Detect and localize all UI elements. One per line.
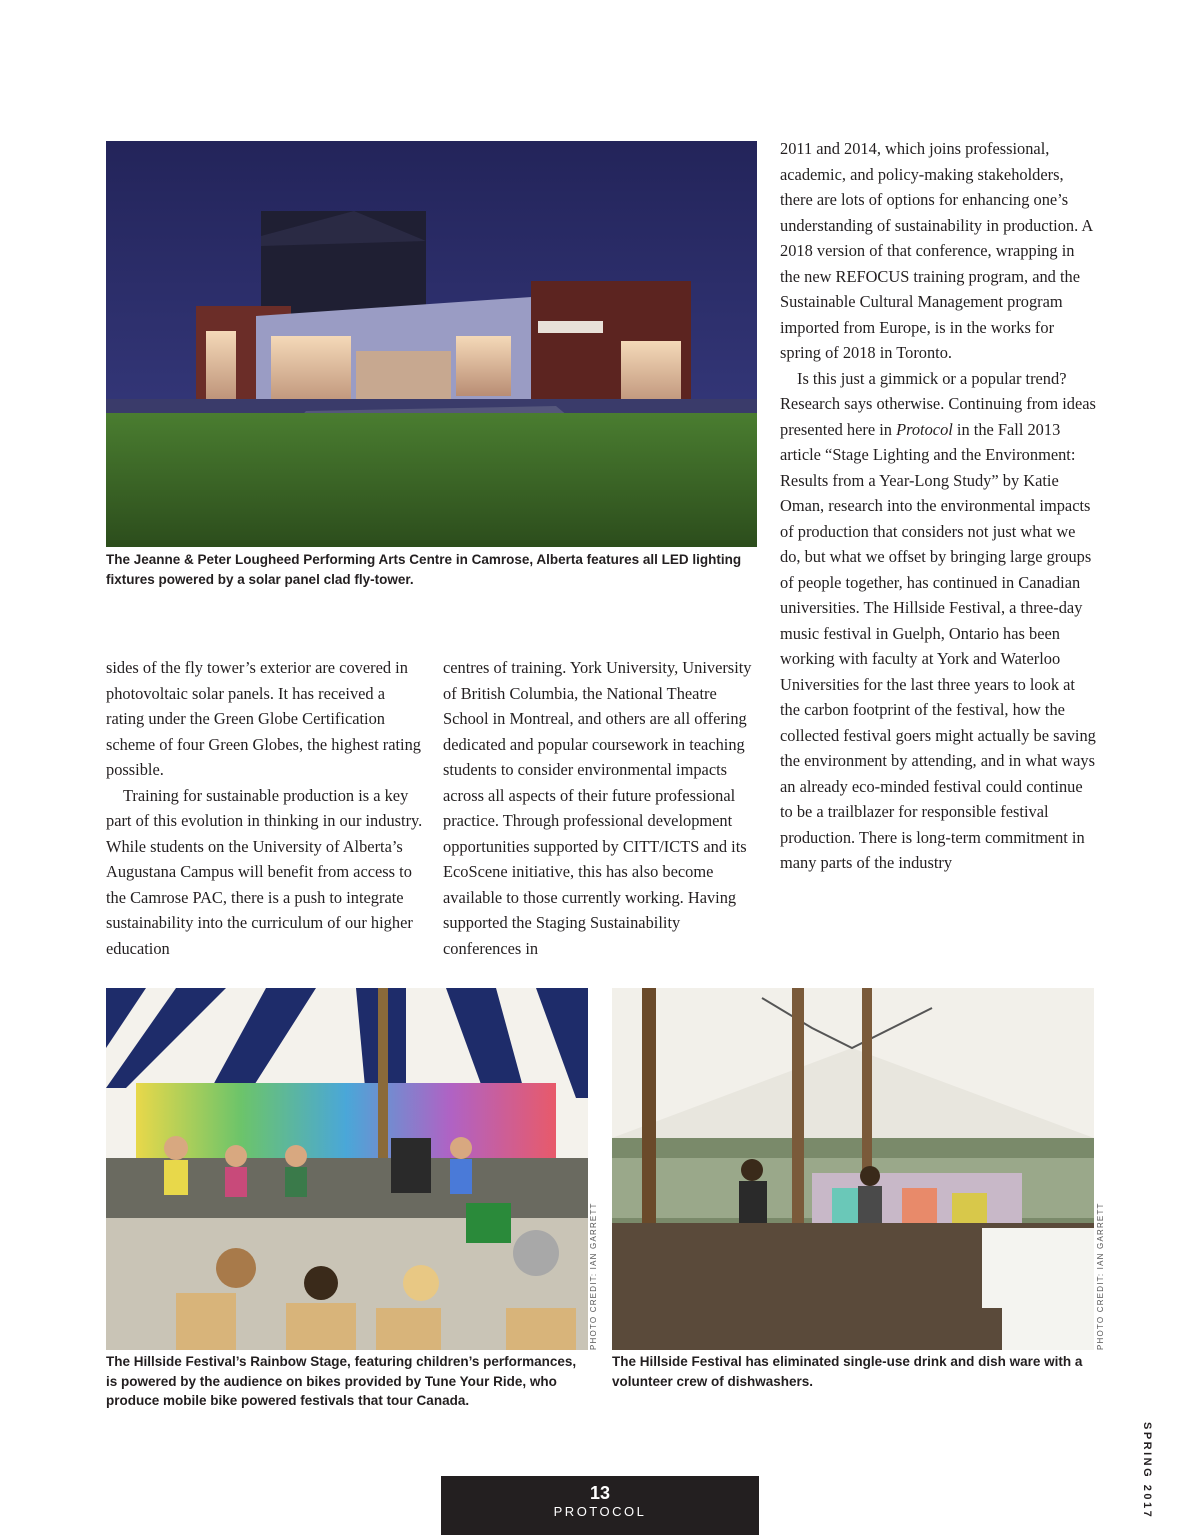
article-column-3 bbox=[780, 136, 1098, 876]
article-paragraph: Training for sustainable production is a key part of this evolution in thinking in our industry. While students on the University of Alberta’s Augustana Campus will benefit from access to the Camrose PAC, there is a push to integrate sustainability into the curriculum of our higher education bbox=[106, 785, 423, 958]
issue-label: SPRING 2017 bbox=[1141, 1422, 1153, 1520]
photo-dishwashing-tent bbox=[612, 988, 1094, 1350]
photo-rainbow-stage bbox=[106, 988, 588, 1350]
article-paragraph: 2011 and 2014, which joins professional, academic, and policy-making stakeholders, there are lots of options for enhancing one’s understanding of sustainability in production. A 2018 version of that conference, wrapping in the new REFOCUS training program, and the Sustainable Cultural Management program imported from Europe, is in the works for spring of 2018 in Toronto. bbox=[780, 139, 1093, 362]
publication-name: Protocol bbox=[896, 419, 953, 439]
photo-credit: PHOTO CREDIT: IAN GARRETT bbox=[589, 1202, 598, 1350]
article-paragraph: sides of the fly tower’s exterior are covered in photovoltaic solar panels. It has received a rating under the Green Globe Certification scheme of four Green Globes, the highest rating possible. bbox=[106, 658, 421, 779]
page-footer bbox=[441, 1476, 759, 1535]
page-number: 13 bbox=[589, 1483, 611, 1503]
article-paragraph: Is this just a gimmick or a popular trend? Research says otherwise. Continuing from ideas presented here in Protocol in the Fall 2013 article “Stage Lighting and the Environment: Results from a Year-Long Study” by Katie Oman, research into the environmental impacts of production that considers not just what we do, but what we offset by bringing large groups of people together, has continued in Canadian universities. The Hillside Festival, a three-day music festival in Guelph, Ontario has been working with faculty at York and Waterloo Universities for the last three years to look at the carbon footprint of the festival, how the collected festival goers might actually be saving the environment by attending, and in what ways an already eco-minded festival could continue to be a trailblazer for responsible festival production. There is long-term commitment in many parts of the industry bbox=[780, 368, 1096, 872]
caption-performing-arts-centre: The Jeanne & Peter Lougheed Performing Arts Centre in Camrose, Alberta features all LED lighting fixtures powered by a solar panel clad fly-tower. bbox=[106, 552, 742, 587]
caption-rainbow-stage: The Hillside Festival’s Rainbow Stage, featuring children’s performances, is powered by the audience on bikes provided by Tune Your Ride, who produce mobile bike powered festivals that tour Canada. bbox=[106, 1354, 577, 1408]
article-paragraph: centres of training. York University, University of British Columbia, the National Theatre School in Montreal, and others are all offering dedicated and popular coursework in teaching students to consider environmental impacts across all aspects of their future professional practice. Through professional development opportunities supported by CITT/ICTS and its EcoScene initiative, this has also become available to those currently working. Having supported the Staging Sustainability conferences in bbox=[443, 658, 752, 958]
article-column-2 bbox=[443, 655, 761, 961]
caption-dishwashing: The Hillside Festival has eliminated single-use drink and dish ware with a volunteer crew of dishwashers. bbox=[612, 1354, 1083, 1389]
article-column-1 bbox=[106, 655, 424, 961]
publication-title: PROTOCOL bbox=[553, 1504, 647, 1519]
photo-performing-arts-centre bbox=[106, 141, 757, 547]
photo-credit: PHOTO CREDIT: IAN GARRETT bbox=[1096, 1202, 1105, 1350]
